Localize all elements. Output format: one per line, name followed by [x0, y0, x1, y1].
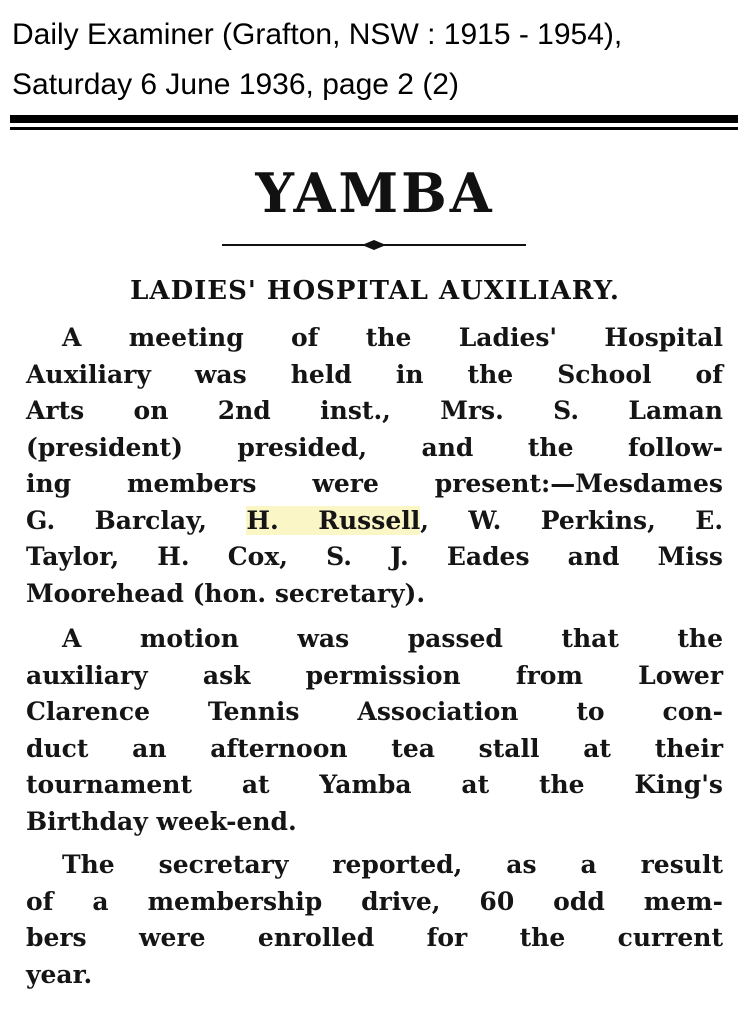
- paragraph-3-line-1: The secretary reported, as a result: [62, 850, 723, 879]
- paragraph-2-line-4: duct an afternoon tea stall at their: [26, 733, 723, 763]
- citation-header: [12, 10, 742, 110]
- paragraph-1-line-6: [26, 503, 723, 540]
- paragraph-2-line-1: A motion was passed that the: [62, 624, 723, 653]
- paragraph-2-line-2: auxiliary ask permission from Lower: [26, 660, 723, 690]
- article-subheading: LADIES' HOSPITAL AUXILIARY.: [130, 276, 620, 306]
- paragraph-2-line-3: Clarence Tennis Association to con-: [26, 697, 723, 726]
- paragraph-1-line-5: ing members were present:—Mesdames: [26, 469, 723, 498]
- header-rule-thin: [10, 127, 738, 130]
- paragraph-3-line-3: bers were enrolled for the current: [26, 923, 723, 952]
- citation-line-2: Saturday 6 June 1936, page 2 (2): [12, 68, 459, 101]
- paragraph-3: [26, 847, 723, 993]
- paragraph-1-line-3: Arts on 2nd inst., Mrs. S. Laman: [26, 396, 723, 425]
- paragraph-1-line-2: Auxiliary was held in the School of: [26, 359, 723, 389]
- paragraph-2-line-6: Birthday week-end.: [26, 806, 297, 836]
- paragraph-1-line-4: (president) presided, and the follow-: [26, 432, 723, 462]
- paragraph-1-line-6-end: , W. Perkins, E.: [420, 505, 724, 535]
- header-rule-thick: [10, 115, 738, 123]
- paragraph-1-line-6-start: G. Barclay,: [26, 505, 247, 535]
- paragraph-1-line-7: Taylor, H. Cox, S. J. Eades and Miss: [26, 542, 723, 571]
- paragraph-1-line-1: A meeting of the Ladies' Hospital: [62, 323, 723, 352]
- paragraph-1: [26, 320, 723, 612]
- ornament-divider: [222, 238, 526, 252]
- highlighted-name: H. Russell: [246, 505, 421, 535]
- paragraph-3-line-4: year.: [26, 959, 93, 989]
- paragraph-2-line-5: tournament at Yamba at the King's: [26, 770, 723, 799]
- paragraph-3-line-2: of a membership drive, 60 odd mem-: [26, 886, 723, 916]
- paragraph-1-line-8: Moorehead (hon. secretary).: [26, 578, 426, 608]
- article-heading: YAMBA: [255, 161, 495, 225]
- citation-line-1: Daily Examiner (Grafton, NSW : 1915 - 1954),: [12, 18, 623, 51]
- paragraph-2: [26, 621, 723, 840]
